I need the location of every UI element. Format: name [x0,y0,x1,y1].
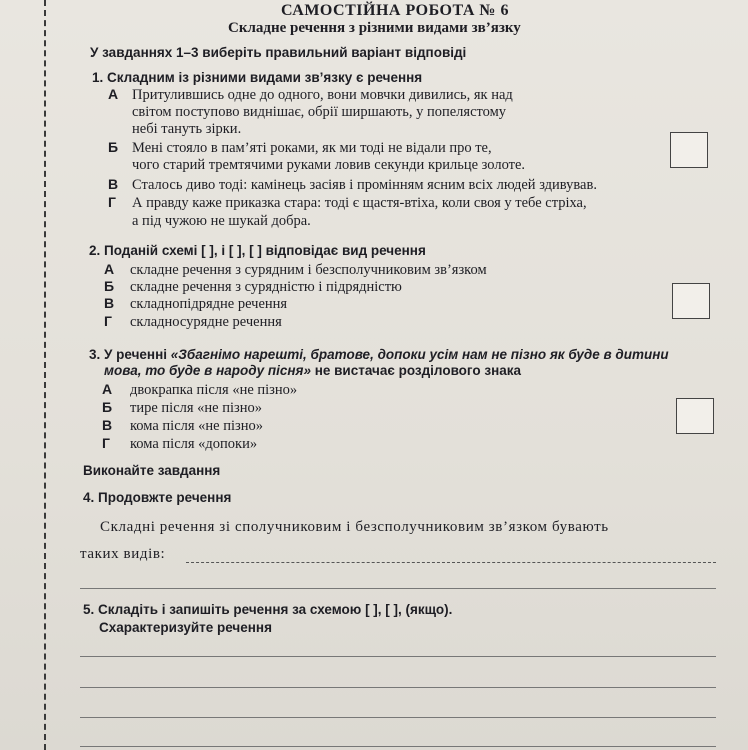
q3-question-line2 [104,363,521,378]
q4-text-line2: таких видів: [80,546,166,562]
q5-subtitle: Схарактеризуйте речення [99,620,272,635]
q1-question: 1. Складним із різними видами зв’язку є речення [92,70,423,85]
q5-answer-line4[interactable] [80,746,716,747]
cut-line [44,0,46,750]
q1-option-g-line1: А правду каже приказка стара: тоді є щастя-втіха, коли своя у тебе стріха, [132,195,587,211]
q3-question-line1 [89,347,669,362]
q1-letter-a: А [108,86,119,102]
q2-option-v: складнопідрядне речення [130,296,288,312]
q2-letter-g: Г [104,313,112,329]
q2-letter-a: А [104,261,115,277]
q3-quote-part2: мова, то буде в народу пісня» [104,363,311,378]
page-title: САМОСТІЙНА РОБОТА № 6 [281,2,509,19]
q5-answer-line3[interactable] [80,717,716,718]
q1-option-b-line2: чого старий тремтячими руками ловив секунди крильце золоте. [132,157,526,173]
q2-letter-v: В [104,295,115,311]
q3-letter-v: В [102,417,113,433]
q1-option-g-line2: а під чужою не шукай добра. [132,213,311,229]
q3-answer-box[interactable] [676,398,714,434]
q3-letter-b: Б [102,399,113,415]
q3-option-a: двокрапка після «не пізно» [130,382,298,398]
q3-option-g: кома після «допоки» [130,436,258,452]
q2-option-b: складне речення з сурядністю і підрядністю [130,279,402,295]
q1-letter-b: Б [108,139,119,155]
q3-quote-part1: «Збагнімо нарешті, братове, допоки усім нам не пізно як буде в дитини [170,347,669,362]
q1-letter-v: В [108,176,119,192]
q4-answer-line2[interactable] [80,588,716,589]
q1-answer-box[interactable] [670,132,708,168]
q3-suffix: не вистачає розділового знака [310,363,522,378]
q3-letter-g: Г [102,435,110,451]
q5-answer-line1[interactable] [80,656,716,657]
q2-question: 2. Поданій схемі [ ], і [ ], [ ] відповідає вид речення [89,243,426,258]
section-heading: Виконайте завдання [83,463,221,478]
q4-answer-line1[interactable] [186,562,716,563]
q2-letter-b: Б [104,278,115,294]
instruction: У завданнях 1–3 виберіть правильний варіант відповіді [90,45,467,60]
q4-text-line1: Складні речення зі сполучниковим і безсполучниковим зв’язком бувають [100,519,609,535]
q1-letter-g: Г [108,194,116,210]
q2-option-a: складне речення з сурядним і безсполучниковим зв’язком [130,262,487,278]
q4-title: 4. Продовжте речення [83,490,232,505]
q1-option-a-line3: небі тануть зірки. [132,121,242,137]
q1-option-v-line1: Сталось диво тоді: камінець засіяв і промінням ясним всіх людей здивував. [132,177,597,193]
q1-option-a-line1: Притулившись одне до одного, вони мовчки дивились, як над [132,87,513,103]
q1-option-a-line2: світом поступово виднішає, обрії ширшають, у попелястому [132,104,507,120]
q3-option-v: кома після «не пізно» [130,418,264,434]
q1-option-b-line1: Мені стояло в пам’яті роками, як ми тоді не відали про те, [132,140,492,156]
q3-option-b: тире після «не пізно» [130,400,263,416]
q5-answer-line2[interactable] [80,687,716,688]
page-subtitle: Складне речення з різними видами зв’язку [228,20,521,36]
q5-title: 5. Складіть і запишіть речення за схемою [ ], [ ], (якщо). [83,602,453,617]
q3-letter-a: А [102,381,113,397]
q3-prefix: 3. У реченні [89,347,171,362]
q2-option-g: складносурядне речення [130,314,282,330]
q2-answer-box[interactable] [672,283,710,319]
